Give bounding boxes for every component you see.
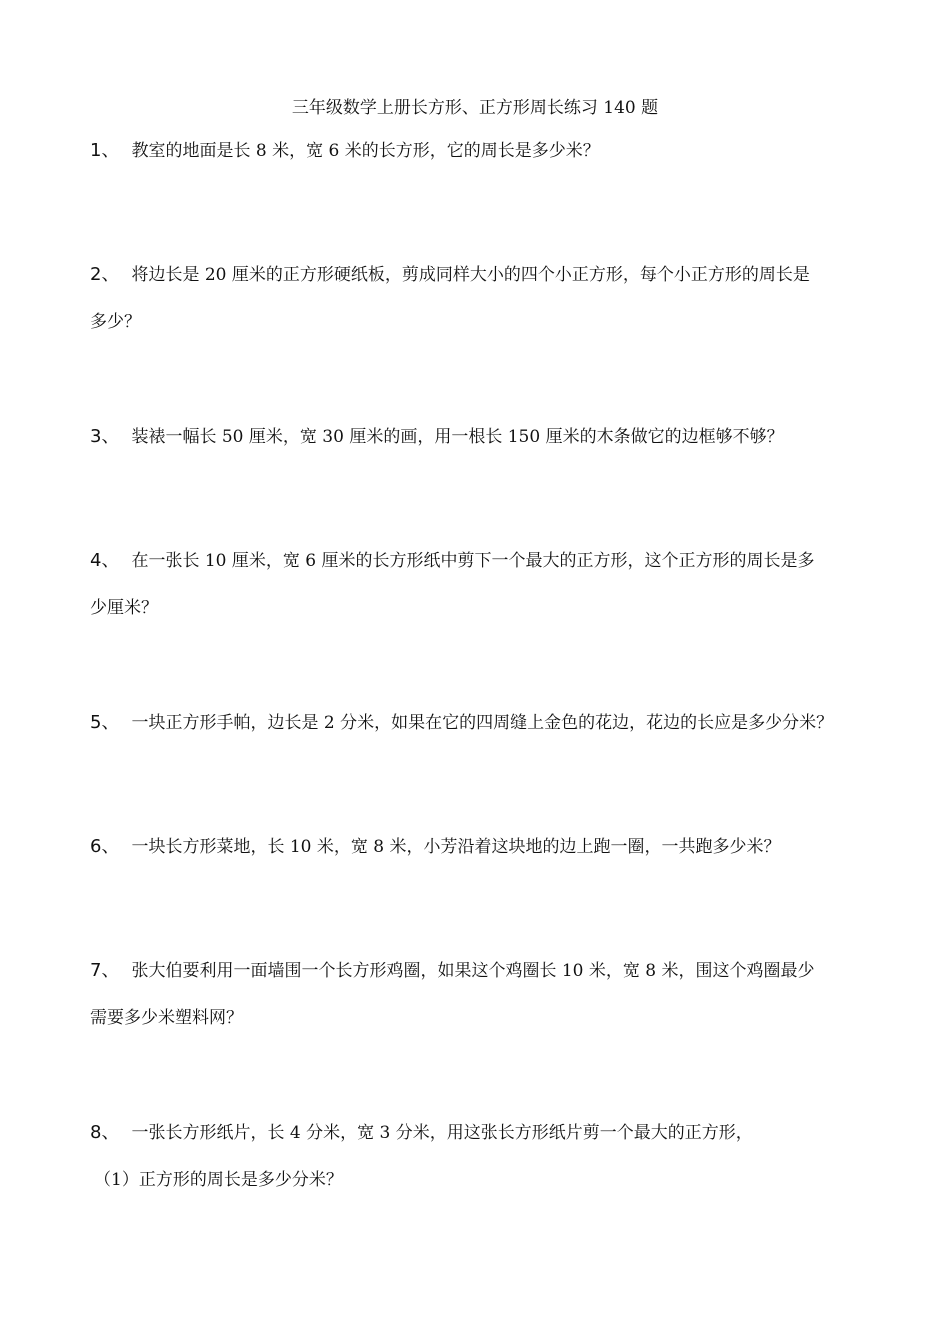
question-text: 将边长是 20 厘米的正方形硬纸板，剪成同样大小的四个小正方形，每个小正方形的周长是 — [131, 265, 810, 285]
question-4 — [90, 549, 890, 620]
question-7 — [90, 959, 890, 1030]
question-text-continued: 少厘米？ — [90, 598, 158, 618]
question-number: 7、 — [90, 960, 120, 981]
question-1 — [90, 139, 890, 163]
question-3 — [90, 425, 890, 449]
question-number: 4、 — [90, 550, 120, 571]
question-number: 6、 — [90, 836, 120, 857]
question-number: 8、 — [90, 1122, 120, 1143]
question-number: 1、 — [90, 140, 120, 161]
question-5 — [90, 711, 890, 735]
question-text-continued: 需要多少米塑料网？ — [90, 1008, 243, 1028]
question-text-continued: 多少？ — [90, 312, 141, 332]
question-2 — [90, 263, 890, 334]
question-text: 教室的地面是长 8 米，宽 6 米的长方形，它的周长是多少米？ — [131, 141, 600, 161]
question-text: 一块正方形手帕，边长是 2 分米，如果在它的四周缝上金色的花边，花边的长应是多少分米？ — [131, 713, 834, 733]
question-text: 一块长方形菜地，长 10 米，宽 8 米，小芳沿着这块地的边上跑一圈，一共跑多少米？ — [131, 837, 781, 857]
question-8 — [90, 1121, 890, 1145]
question-text: 张大伯要利用一面墙围一个长方形鸡圈，如果这个鸡圈长 10 米，宽 8 米，围这个鸡圈最少 — [131, 961, 815, 981]
question-text: 一张长方形纸片，长 4 分米，宽 3 分米，用这张长方形纸片剪一个最大的正方形， — [131, 1123, 753, 1143]
worksheet-title: 三年级数学上册长方形、正方形周长练习 140 题 — [291, 98, 659, 118]
question-6 — [90, 835, 890, 859]
subquestion-8-1: （1）正方形的周长是多少分米？ — [94, 1170, 343, 1190]
question-number: 2、 — [90, 264, 120, 285]
question-text: 在一张长 10 厘米，宽 6 厘米的长方形纸中剪下一个最大的正方形，这个正方形的周长是多 — [131, 551, 815, 571]
question-number: 5、 — [90, 712, 120, 733]
question-number: 3、 — [90, 426, 120, 447]
question-text: 装裱一幅长 50 厘米，宽 30 厘米的画，用一根长 150 厘米的木条做它的边框够不够？ — [131, 427, 784, 447]
